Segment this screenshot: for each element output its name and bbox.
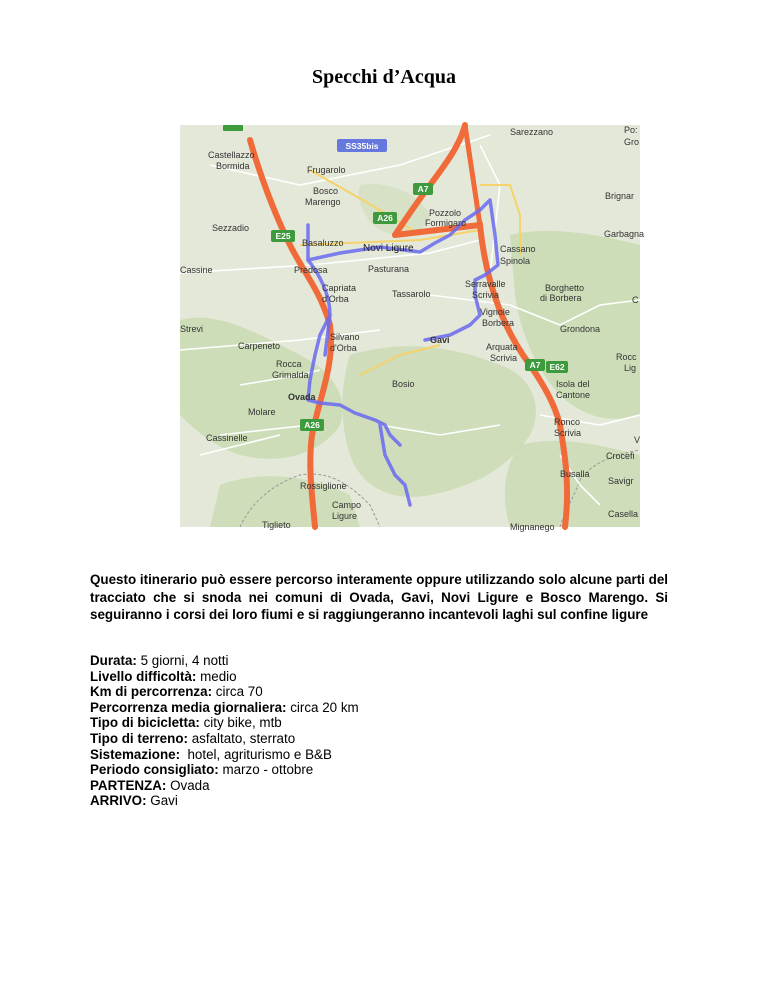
place-label: Novi Ligure bbox=[363, 243, 414, 254]
detail-value: Ovada bbox=[170, 777, 210, 793]
detail-row-difficulty bbox=[90, 669, 690, 685]
shield-a26-top: A26 bbox=[377, 213, 393, 223]
place-label: Garbagna bbox=[604, 229, 645, 239]
place-label: Gro bbox=[624, 137, 640, 147]
itinerary-intro: Questo itinerario può essere percorso interamente oppure utilizzando solo alcune parti del tracciato che si snoda nei comuni di Ovada, Gavi, Novi Ligure e Bosco Marengo. Si seguiranno i corsi dei loro fiumi e si raggiungeranno incantevoli laghi sul confine ligure bbox=[90, 572, 668, 622]
place-label: Campo bbox=[332, 500, 362, 510]
detail-value: circa 20 km bbox=[290, 699, 359, 715]
place-label: Capriata bbox=[322, 283, 357, 293]
place-label: Pozzolo bbox=[429, 208, 462, 218]
place-label: Ligure bbox=[332, 511, 358, 521]
place-label: Mignanego bbox=[510, 522, 555, 532]
place-label: V bbox=[634, 435, 641, 445]
place-label: Cassinelle bbox=[206, 433, 248, 443]
place-label: Grimalda bbox=[272, 370, 309, 380]
detail-value: marzo - ottobre bbox=[222, 762, 314, 778]
place-label: Bosco bbox=[313, 186, 339, 196]
place-label: Castellazzo bbox=[208, 150, 255, 160]
shield-a26-bottom: A26 bbox=[304, 420, 320, 430]
detail-row-arrival bbox=[90, 793, 690, 809]
detail-row-period bbox=[90, 762, 690, 778]
place-label: Tassarolo bbox=[392, 289, 431, 299]
shield-e25: E25 bbox=[275, 231, 291, 241]
place-label: C bbox=[632, 295, 639, 305]
place-label: Crocefi bbox=[606, 451, 635, 461]
place-label: Gavi bbox=[430, 335, 450, 345]
place-label: Brignar bbox=[605, 191, 635, 201]
detail-label: Percorrenza media giornaliera: bbox=[90, 699, 287, 715]
place-label: Rossiglione bbox=[300, 481, 347, 491]
place-label: Serravalle bbox=[465, 279, 506, 289]
detail-row-accommodation bbox=[90, 747, 690, 763]
place-label: Cassine bbox=[180, 265, 213, 275]
place-label: Bosio bbox=[392, 379, 415, 389]
place-label: d'Orba bbox=[330, 343, 357, 353]
place-label: di Borbera bbox=[540, 293, 582, 303]
place-label: Pasturana bbox=[368, 264, 410, 274]
place-label: Casella bbox=[608, 509, 639, 519]
detail-value: circa 70 bbox=[215, 684, 263, 700]
place-label: Rocca bbox=[276, 359, 302, 369]
shield-e62: E62 bbox=[549, 362, 565, 372]
place-label: Scrivia bbox=[554, 428, 582, 438]
detail-value: 5 giorni, 4 notti bbox=[140, 653, 229, 668]
place-label: Savigr bbox=[608, 476, 634, 486]
place-label: Vignole bbox=[480, 307, 510, 317]
detail-label: PARTENZA: bbox=[90, 777, 167, 793]
place-label: Isola del bbox=[556, 379, 590, 389]
place-label: Formigaro bbox=[425, 218, 467, 228]
detail-row-start bbox=[90, 778, 690, 794]
detail-label: Periodo consigliato: bbox=[90, 762, 219, 778]
place-label: Basaluzzo bbox=[302, 238, 344, 248]
detail-value: Gavi bbox=[150, 793, 178, 809]
place-label: Sarezzano bbox=[510, 127, 554, 137]
detail-label: Tipo di bicicletta: bbox=[90, 715, 200, 731]
place-label: Grondona bbox=[560, 324, 601, 334]
detail-row-bike-type bbox=[90, 715, 690, 731]
place-label: Ronco bbox=[554, 417, 581, 427]
place-label: Spinola bbox=[500, 256, 531, 266]
place-label: Po: bbox=[624, 125, 638, 135]
detail-value: medio bbox=[200, 668, 237, 684]
detail-row-daily-average bbox=[90, 700, 690, 716]
shield-a7-top: A7 bbox=[417, 184, 429, 194]
detail-label: Sistemazione: bbox=[90, 746, 181, 762]
place-label: Carpeneto bbox=[238, 341, 281, 351]
place-label: Bormida bbox=[216, 161, 250, 171]
place-label: d'Orba bbox=[322, 294, 349, 304]
place-label: Ovada bbox=[288, 392, 316, 402]
detail-row-distance bbox=[90, 684, 690, 700]
detail-value: asfaltato, sterrato bbox=[191, 730, 296, 746]
route-map-canvas bbox=[180, 125, 645, 532]
place-label: Marengo bbox=[305, 197, 341, 207]
detail-value: hotel, agriturismo e B&B bbox=[180, 746, 332, 762]
place-label: Arquata bbox=[486, 342, 518, 352]
place-label: Rocc bbox=[616, 352, 637, 362]
place-label: Borghetto bbox=[545, 283, 585, 293]
place-label: Predosa bbox=[294, 265, 328, 275]
place-label: Molare bbox=[248, 407, 276, 417]
place-label: Frugarolo bbox=[307, 165, 346, 175]
detail-label: Tipo di terreno: bbox=[90, 730, 188, 746]
place-label: Strevi bbox=[180, 324, 204, 334]
place-label: Scrivia bbox=[472, 290, 500, 300]
place-label: Cantone bbox=[556, 390, 591, 400]
detail-row-terrain bbox=[90, 731, 690, 747]
shield-ss35bis: SS35bis bbox=[345, 141, 379, 151]
place-label: Busalla bbox=[560, 469, 590, 479]
detail-label: Km di percorrenza: bbox=[90, 684, 213, 700]
document-title: Specchi d’Acqua bbox=[312, 66, 456, 88]
detail-row-duration bbox=[90, 653, 690, 669]
place-label: Silvano bbox=[330, 332, 360, 342]
detail-label: Durata: bbox=[90, 653, 137, 668]
detail-value: city bike, mtb bbox=[203, 715, 282, 731]
route-map bbox=[180, 125, 645, 532]
detail-label: Livello difficoltà: bbox=[90, 668, 197, 684]
place-label: Tiglieto bbox=[262, 520, 291, 530]
detail-label: ARRIVO: bbox=[90, 793, 147, 809]
place-label: Lig bbox=[624, 363, 637, 373]
place-label: Scrivia bbox=[490, 353, 518, 363]
place-label: Cassano bbox=[500, 244, 536, 254]
shield-a7-bottom: A7 bbox=[529, 360, 541, 370]
place-label: Borbera bbox=[482, 318, 515, 328]
itinerary-details bbox=[90, 653, 690, 809]
place-label: Sezzadio bbox=[212, 223, 250, 233]
